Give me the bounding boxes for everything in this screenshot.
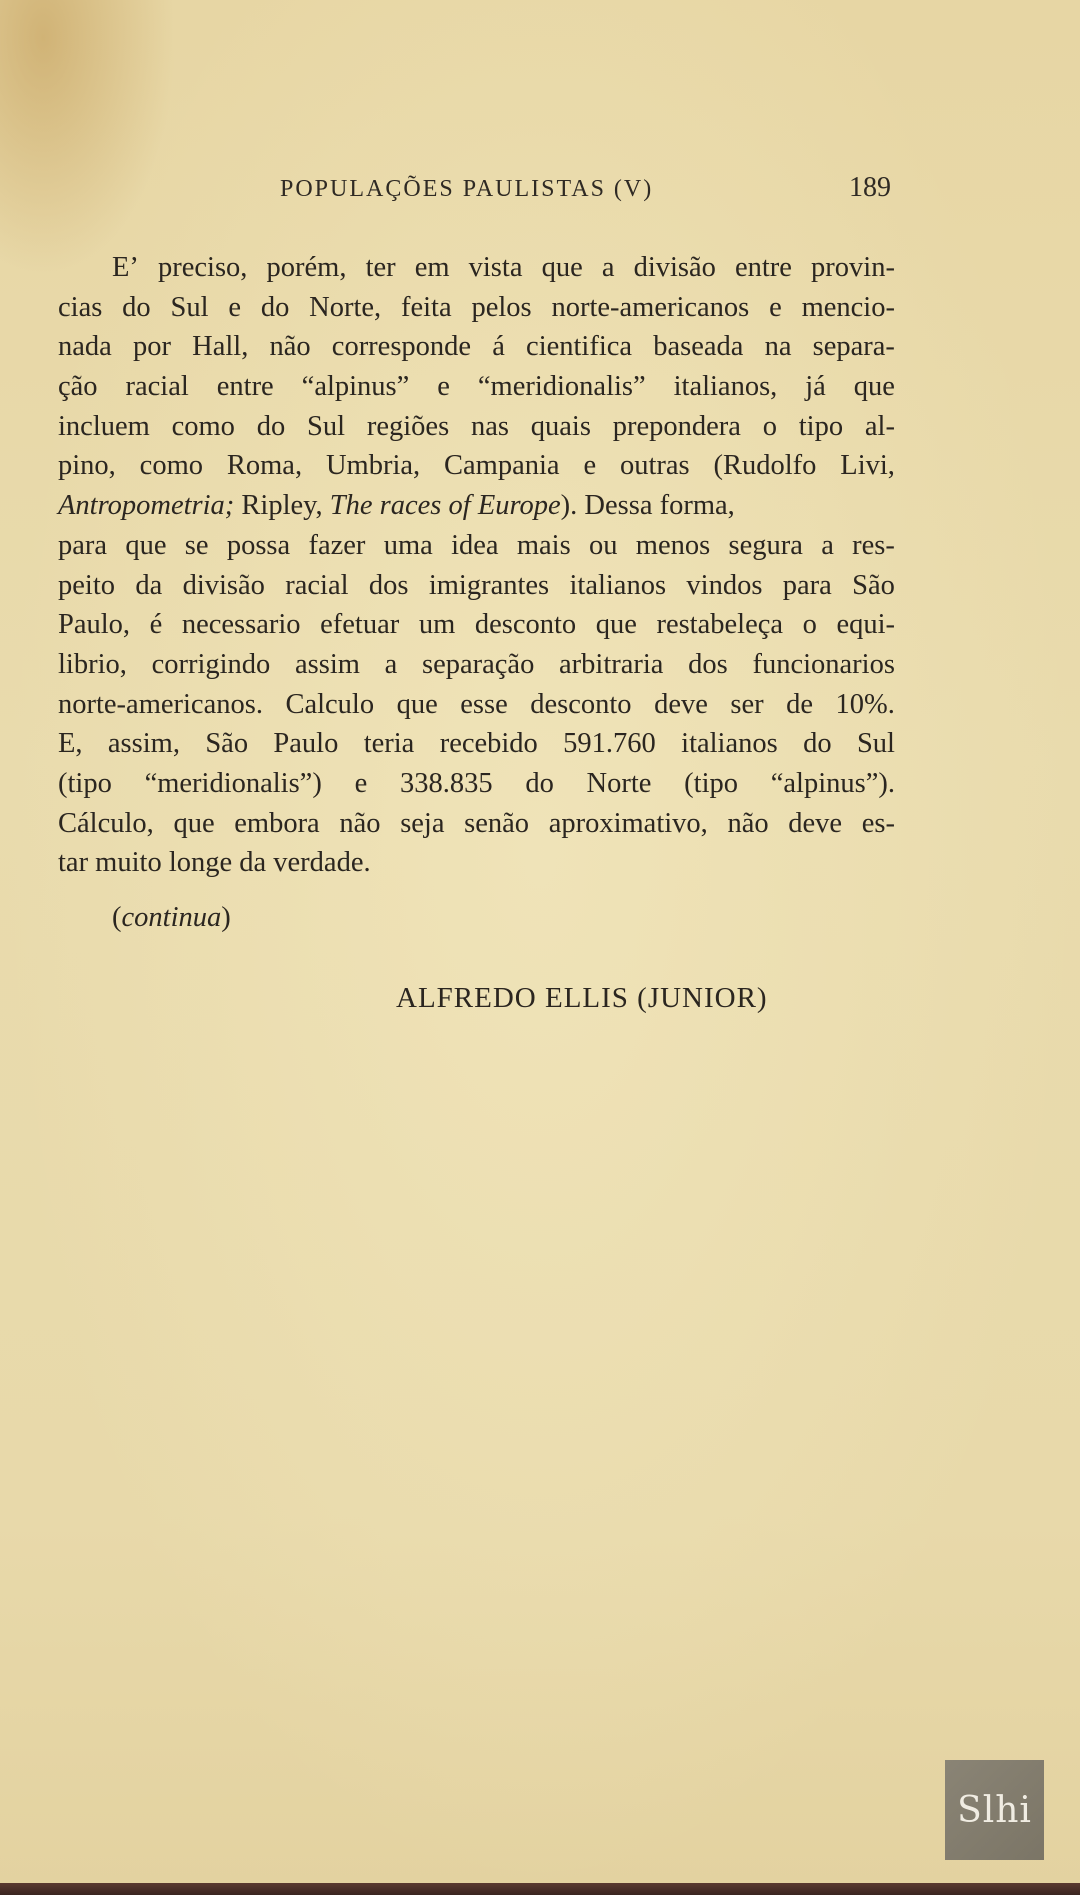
- paragraph-line: [58, 327, 895, 367]
- word: para: [58, 529, 108, 561]
- word: 10%.: [835, 688, 895, 720]
- word: corresponde: [331, 331, 472, 363]
- word: São: [852, 569, 895, 601]
- paragraph-line: [58, 724, 895, 764]
- word: ser: [730, 688, 764, 720]
- word: norte-americanos.: [58, 688, 263, 720]
- paragraph-line: [58, 804, 895, 844]
- word: dos: [688, 648, 728, 680]
- word: Sul: [307, 410, 346, 442]
- word: Roma,: [226, 450, 303, 482]
- word: entre: [216, 371, 274, 403]
- paragraph-line: [58, 685, 895, 725]
- paragraph: [58, 248, 895, 883]
- word: tipo: [798, 410, 844, 442]
- word: “alpinus”: [301, 371, 410, 403]
- word: efetuar: [320, 609, 400, 641]
- word: que: [595, 609, 637, 641]
- author-signature: ALFREDO ELLIS (JUNIOR): [396, 982, 768, 1014]
- word: não: [339, 807, 381, 839]
- word: como: [171, 410, 235, 442]
- word: Norte,: [309, 291, 382, 323]
- word: necessario: [181, 609, 301, 641]
- word: 591.760: [563, 728, 656, 760]
- paragraph-line: [58, 645, 895, 685]
- paragraph-line: [58, 407, 895, 447]
- word: E’: [112, 252, 139, 283]
- word: assim,: [107, 728, 180, 760]
- word: ou: [588, 529, 618, 561]
- paragraph-line: [58, 248, 895, 288]
- word: baseada: [653, 331, 744, 363]
- word: dos: [368, 569, 409, 601]
- word: e: [769, 291, 782, 323]
- word: São: [205, 728, 249, 760]
- continua-note: (continua): [112, 902, 231, 933]
- running-head: POPULAÇÕES PAULISTAS (V): [280, 176, 654, 202]
- page-bottom-edge: [0, 1883, 1080, 1895]
- word: regiões: [366, 410, 450, 442]
- word: como: [139, 450, 203, 482]
- word: desconto: [474, 609, 577, 641]
- word: menos: [635, 529, 711, 561]
- word: senão: [464, 807, 530, 839]
- word: Sul: [170, 291, 209, 323]
- word: a: [821, 529, 834, 561]
- word: Hall,: [192, 331, 249, 363]
- word: embora: [234, 807, 320, 839]
- word: (tipo: [58, 767, 112, 799]
- paragraph-line: [58, 288, 895, 328]
- word: prepondera: [612, 410, 741, 442]
- word: Norte: [586, 767, 652, 799]
- word: na: [764, 331, 792, 363]
- word: que: [173, 807, 215, 839]
- logo-text: Slhi: [957, 1789, 1032, 1831]
- word: librio,: [58, 648, 127, 680]
- word: o: [762, 410, 777, 442]
- word: incluem: [58, 410, 150, 442]
- word: Livi,: [840, 450, 895, 482]
- word: em: [414, 252, 450, 283]
- word: mencio-: [801, 291, 895, 323]
- word: o: [802, 609, 817, 641]
- word: esse: [460, 688, 508, 720]
- word: Calculo: [285, 688, 375, 720]
- paragraph-line: [58, 605, 895, 645]
- word: á: [492, 331, 505, 363]
- word: a: [601, 252, 615, 283]
- word: cientifica: [526, 331, 633, 363]
- word: arbitraria: [559, 648, 664, 680]
- word: corrigindo: [151, 648, 271, 680]
- word: Paulo,: [58, 609, 131, 641]
- word: separação: [421, 648, 535, 680]
- word: al-: [864, 410, 895, 442]
- word: que: [125, 529, 167, 561]
- word: divisão: [633, 252, 716, 283]
- paragraph-line: tar muito longe da verdade.: [58, 847, 371, 879]
- word: ção: [58, 371, 98, 403]
- word: deve: [654, 688, 708, 720]
- word: e: [583, 450, 597, 482]
- word: Campania: [444, 450, 560, 482]
- paragraph-line: Antropometria; Ripley, The races of Europe). Dessa forma,: [58, 490, 735, 522]
- word: que: [853, 371, 895, 403]
- word: é: [149, 609, 163, 641]
- word: vista: [468, 252, 523, 283]
- word: nas: [470, 410, 509, 442]
- word: “meridionalis”: [477, 371, 646, 403]
- word: nada: [58, 331, 112, 363]
- word: racial: [125, 371, 189, 403]
- word: funcionarios: [752, 648, 895, 680]
- word: mais: [516, 529, 571, 561]
- word: idea: [451, 529, 499, 561]
- word: não: [727, 807, 769, 839]
- word: de: [786, 688, 814, 720]
- word: preciso,: [158, 252, 248, 283]
- word: norte-americanos: [551, 291, 750, 323]
- word: segura: [728, 529, 803, 561]
- word: e: [228, 291, 241, 323]
- word: divisão: [182, 569, 265, 601]
- word: vindos: [686, 569, 763, 601]
- word: racial: [285, 569, 349, 601]
- word: “meridionalis”): [144, 767, 322, 799]
- paragraph-line: [58, 566, 895, 606]
- word: do: [260, 291, 290, 323]
- word: aproximativo,: [548, 807, 708, 839]
- word: uma: [383, 529, 433, 561]
- word: do: [256, 410, 286, 442]
- word: um: [418, 609, 456, 641]
- word: (tipo: [684, 767, 738, 799]
- word: res-: [852, 529, 895, 561]
- word: (Rudolfo: [713, 450, 817, 482]
- word: não: [269, 331, 311, 363]
- word: do: [803, 728, 832, 760]
- word: es-: [861, 807, 895, 839]
- word: Paulo: [273, 728, 339, 760]
- word: peito: [58, 569, 115, 601]
- paragraph-line: [58, 764, 895, 804]
- citation-title: The races of Europe: [329, 490, 561, 522]
- word: fazer: [308, 529, 366, 561]
- word: recebido: [439, 728, 538, 760]
- page-number: 189: [849, 172, 891, 203]
- word: porém,: [266, 252, 347, 283]
- word: ter: [365, 252, 396, 283]
- word: que: [396, 688, 438, 720]
- word: “alpinus”).: [770, 767, 895, 799]
- word: deve: [788, 807, 843, 839]
- word: do: [122, 291, 151, 323]
- word: Cálculo,: [58, 807, 154, 839]
- word: para: [782, 569, 832, 601]
- word: seja: [400, 807, 445, 839]
- word: cias: [58, 291, 103, 323]
- word: separa-: [812, 331, 895, 363]
- word: restabeleça: [656, 609, 784, 641]
- word: a: [384, 648, 398, 680]
- paragraph-line: [58, 446, 895, 486]
- word: Sul: [856, 728, 895, 760]
- word: e: [354, 767, 368, 799]
- word: feita: [400, 291, 452, 323]
- word: equi-: [836, 609, 895, 641]
- word: desconto: [530, 688, 632, 720]
- word: teria: [363, 728, 415, 760]
- word: 338.835: [399, 767, 493, 799]
- word: Umbria,: [325, 450, 421, 482]
- word: quais: [530, 410, 591, 442]
- word: italianos: [681, 728, 778, 760]
- word: se: [184, 529, 209, 561]
- word: outras: [619, 450, 690, 482]
- word: da: [135, 569, 163, 601]
- word: já: [805, 371, 826, 403]
- paragraph-line: [58, 526, 895, 566]
- word: imigrantes: [428, 569, 550, 601]
- word: pelos: [471, 291, 532, 323]
- word: entre: [734, 252, 792, 283]
- word: italianos,: [673, 371, 778, 403]
- word: italianos: [569, 569, 667, 601]
- library-logo: [945, 1760, 1044, 1860]
- word: possa: [226, 529, 291, 561]
- word: e: [437, 371, 450, 403]
- word: pino,: [58, 450, 116, 482]
- word: que: [541, 252, 583, 283]
- word: por: [132, 331, 171, 363]
- word: E,: [58, 728, 83, 760]
- word: assim: [295, 648, 360, 680]
- citation-title: Antropometria;: [58, 490, 235, 522]
- paragraph-line: [58, 367, 895, 407]
- word: do: [525, 767, 554, 799]
- word: provin-: [811, 252, 895, 283]
